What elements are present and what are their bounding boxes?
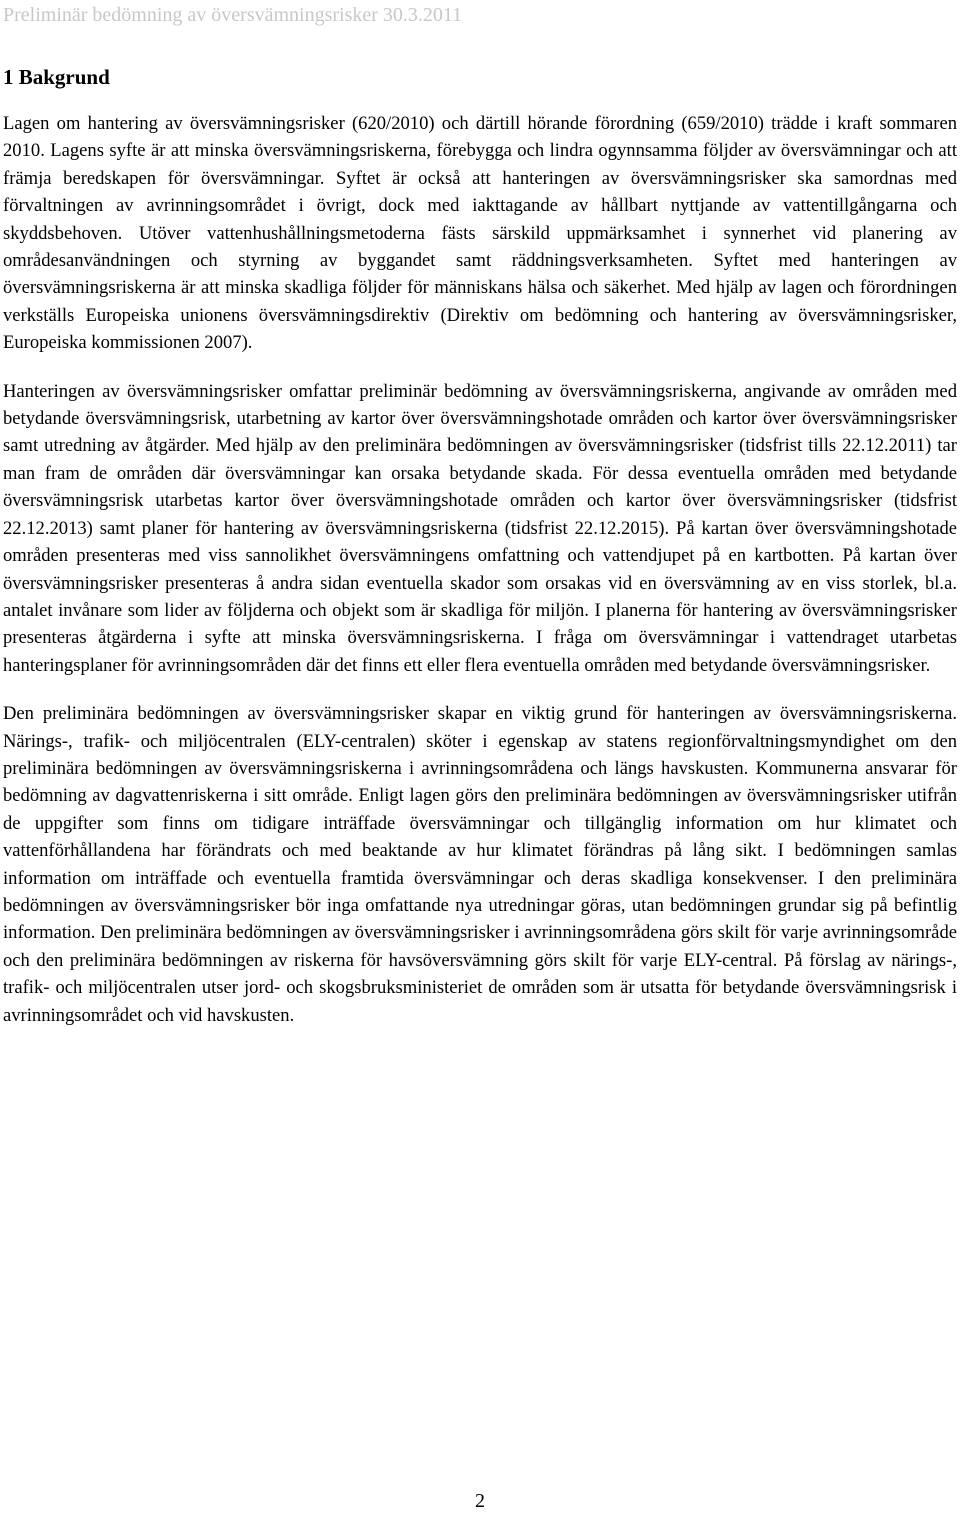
body-text [3, 110, 957, 1050]
paragraph-background: Lagen om hantering av översvämningsrisker (620/2010) och därtill hörande förordning (659/2010) trädde i kraft sommaren 2010. Lagens syfte är att minska översvämningsriskerna, förebygga och lindra ogynnsamma följder av översvämningar och att främja beredskapen för översvämningar. Syftet är också att hanteringen av översvämningsrisker ska samordnas med förvaltningen av avrinningsområdet i övrigt, dock med iakttagande av hållbart nyttjande av vattentillgångarna och skyddsbehoven. Utöver vattenhushållningsmetoderna fästs särskild uppmärksamhet i synnerhet vid planering av områdesanvändningen och styrning av byggandet samt räddningsverksamheten. Syftet med hanteringen av översvämningsriskerna är att minska skadliga följder för människans hälsa och säkerhet. Med hjälp av lagen och förordningen verkställs Europeiska unionens översvämningsdirektiv (Direktiv om bedömning och hantering av översvämningsrisker, Europeiska kommissionen 2007). [3, 113, 957, 354]
paragraph-risk-management-scope: Hanteringen av översvämningsrisker omfattar preliminär bedömning av översvämningsriskerna, angivande av områden med betydande översvämningsrisk, utarbetning av kartor över översvämningshotade områden och kartor över översvämningsrisker samt utredning av åtgärder. Med hjälp av den preliminära bedömningen av översvämningsrisker (tidsfrist tills 22.12.2011) tar man fram de områden där översvämningar kan orsaka betydande skada. För dessa eventuella områden med betydande översvämningsrisk utarbetas kartor över översvämningshotade områden och kartor över översvämningsrisker (tidsfrist 22.12.2013) samt planer för hantering av översvämningsriskerna (tidsfrist 22.12.2015). På kartan över översvämningshotade områden presenteras med viss sannolikhet översvämningens omfattning och vattendjupet på en kartbotten. På kartan över översvämningsrisker presenteras å andra sidan eventuella skador som orsakas vid en översvämning av en viss storlek, bl.a. antalet invånare som lider av följderna och objekt som är skadliga för miljön. I planerna för hantering av översvämningsrisker presenteras åtgärderna i syfte att minska översvämningsriskerna. I fråga om översvämningar i vattendraget utarbetas hanteringsplaner för avrinningsområden där det finns ett eller flera eventuella områden med betydande översvämningsrisker. [3, 380, 957, 676]
running-header: Preliminär bedömning av översvämningsrisker 30.3.2011 [3, 4, 463, 26]
page-number: 2 [475, 1490, 485, 1512]
paragraph-preliminary-assessment: Den preliminära bedömningen av översvämningsrisker skapar en viktig grund för hanteringen av översvämningsriskerna. Närings-, trafik- och miljöcentralen (ELY-centralen) sköter i egenskap av statens regionförvaltningsmyndighet om den preliminära bedömningen av översvämningsriskerna i avrinningsområdena och längs havskusten. Kommunerna ansvarar för bedömning av dagvattenriskerna i sitt område. Enligt lagen görs den preliminära bedömningen av översvämningsrisker utifrån de uppgifter som finns om tidigare inträffade översvämningar och tillgänglig information om hur klimatet och vattenförhållandena har förändrats och med beaktande av hur klimatet förändras på lång sikt. I bedömningen samlas information om inträffade och eventuella framtida översvämningar och deras skadliga konsekvenser. I den preliminära bedömningen av översvämningsrisker bör inga omfattande nya utredningar göras, utan bedömningen grundar sig på befintlig information. Den preliminära bedömningen av översvämningsrisker i avrinningsområdena görs skilt för varje avrinningsområde och den preliminära bedömningen av riskerna för havsöversvämning görs skilt för varje ELY-central. På förslag av närings-, trafik- och miljöcentralen utser jord- och skogsbruksministeriet de områden som är utsatta för betydande översvämningsrisk i avrinningsområdet och vid havskusten. [3, 703, 957, 1026]
section-heading: 1 Bakgrund [3, 65, 110, 89]
